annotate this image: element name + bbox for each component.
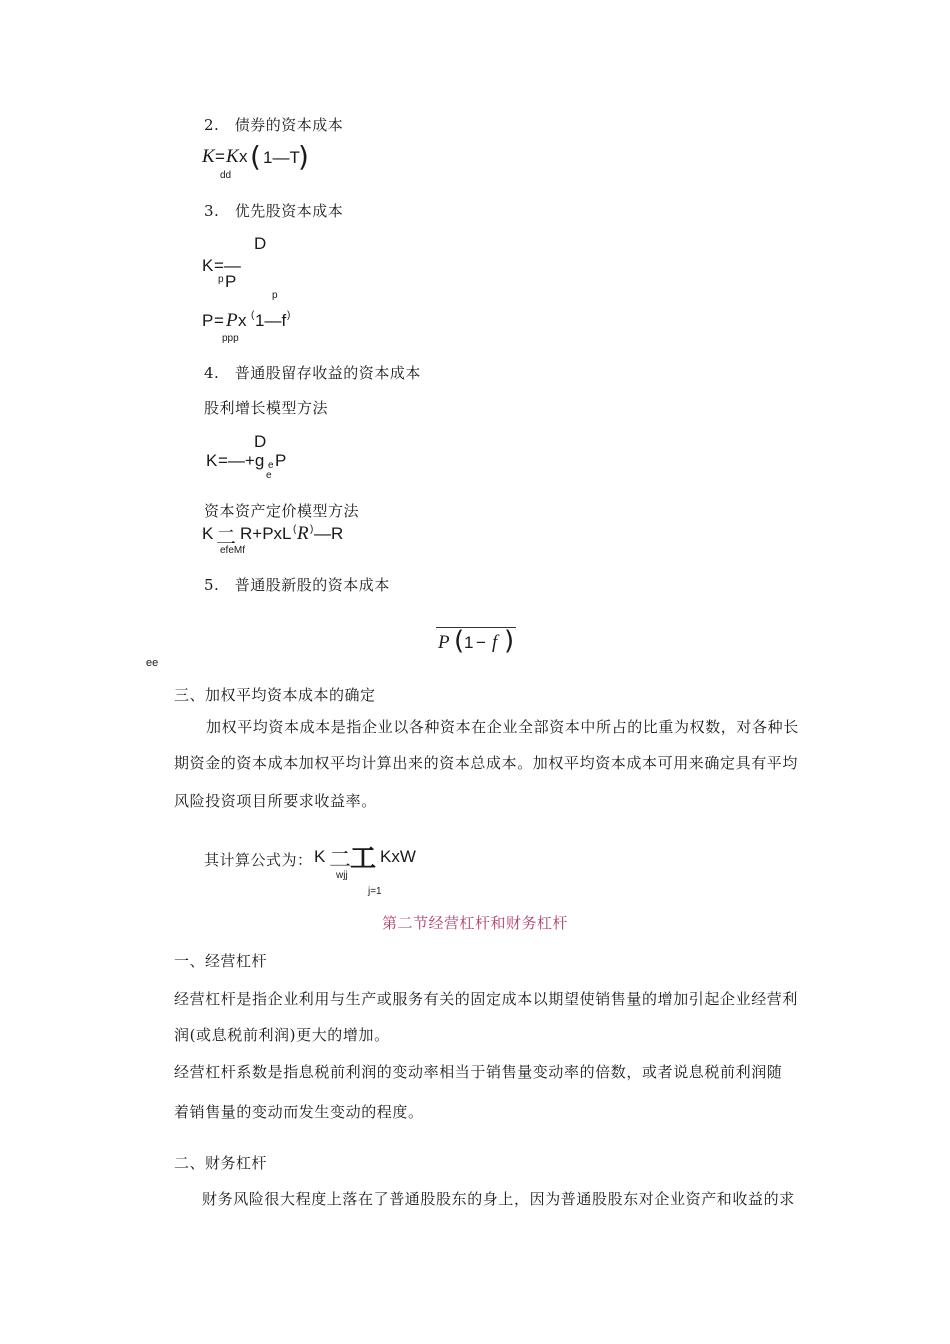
formula-k: K [202, 146, 215, 167]
bond-cost-formula [202, 140, 362, 184]
formula-superscript: ) [310, 524, 314, 535]
formula-rparen: ) [504, 626, 515, 656]
formula-equals: 二 [329, 848, 352, 873]
preferred-cost-formula [202, 234, 322, 304]
formula-numerator: D [254, 432, 267, 451]
formula-subscript: p [218, 274, 224, 285]
formula-p: P [438, 632, 450, 653]
growth-model-formula [206, 432, 326, 492]
formula-subscript: ee [146, 657, 159, 669]
formula-equals: = [215, 147, 225, 166]
formula-equals: =— [214, 256, 241, 275]
preferred-cost-heading: 3. 优先股资本成本 [204, 202, 344, 220]
issue-price-formula [202, 308, 322, 348]
operating-leverage-line: 润(或息税前利润)更大的增加。 [174, 1026, 390, 1044]
formula-equals: = [214, 311, 224, 330]
new-stock-formula-fragment [432, 624, 532, 664]
formula-k: K [206, 451, 218, 470]
growth-model-label: 股利增长模型方法 [204, 399, 329, 417]
formula-denominator: P [275, 451, 287, 470]
wacc-heading: 三、加权平均资本成本的确定 [174, 686, 376, 704]
summation-index: j=1 [368, 886, 382, 897]
wacc-formula [204, 842, 464, 898]
summation-icon: 工 [350, 844, 377, 874]
formula-numerator: D [254, 234, 267, 253]
financial-leverage-heading: 二、财务杠杆 [174, 1154, 268, 1172]
formula-k: K [226, 146, 239, 167]
capm-formula [202, 522, 362, 562]
formula-r: R [297, 523, 309, 544]
formula-body: KxW [380, 847, 416, 866]
formula-one: 1 [464, 633, 474, 652]
new-stock-cost-heading: 5. 普通股新股的资本成本 [204, 576, 390, 594]
formula-subscript: e [268, 460, 274, 471]
formula-k: K [314, 847, 326, 866]
formula-p: P [202, 311, 214, 330]
bond-cost-heading: 2. 债券的资本成本 [204, 116, 344, 134]
formula-times: x [239, 147, 248, 166]
formula-lparen: ( [454, 626, 465, 656]
formula-rparen: ) [298, 140, 309, 173]
operating-leverage-line: 经营杠杆是指企业利用与生产或服务有关的固定成本以期望使销售量的增加引起企业经营利 [174, 990, 799, 1008]
formula-superscript: ( [293, 524, 297, 535]
formula-body: R+PxL [240, 524, 292, 543]
formula-subscript: e [266, 470, 272, 481]
operating-leverage-coefficient-line: 经营杠杆系数是指息税前利润的变动率相当于销售量变动率的倍数，或者说息税前利润随 [174, 1063, 783, 1081]
wacc-paragraph-line: 风险投资项目所要求收益率。 [174, 792, 377, 810]
formula-k: K [202, 524, 214, 543]
formula-equals: 二 [216, 525, 236, 549]
retained-cost-heading: 4. 普通股留存收益的资本成本 [204, 364, 421, 382]
formula-superscript: ) [287, 310, 291, 321]
formula-superscript: ( [251, 310, 255, 321]
formula-subscript: efeMf [220, 545, 246, 556]
formula-denominator: P [225, 272, 237, 291]
formula-subscript: ppp [222, 333, 239, 344]
financial-leverage-line: 财务风险很大程度上落在了普通股股东的身上，因为普通股股东对企业资产和收益的求 [202, 1190, 795, 1208]
formula-subscript: wjj [336, 870, 348, 881]
formula-tail: —R [314, 524, 344, 543]
section-title: 第二节经营杠杆和财务杠杆 [382, 914, 569, 932]
formula-times: x [238, 311, 247, 330]
capm-label: 资本资产定价模型方法 [204, 502, 360, 520]
formula-label: 其计算公式为： [204, 851, 313, 869]
formula-rhs: =—+g [218, 451, 265, 470]
operating-leverage-heading: 一、经营杠杆 [174, 952, 268, 970]
formula-minus: − [476, 633, 486, 652]
formula-subscript: dd [220, 170, 232, 181]
formula-p: P [226, 310, 238, 331]
formula-body: 1—f [255, 311, 287, 330]
formula-subscript: p [272, 290, 278, 301]
formula-k: K [202, 256, 214, 275]
wacc-paragraph-line: 期资金的资本成本加权平均计算出来的资本总成本。加权平均资本成本可用来确定具有平均 [174, 754, 799, 772]
formula-lparen: ( [250, 140, 261, 173]
wacc-paragraph-line: 加权平均资本成本是指企业以各种资本在企业全部资本中所占的比重为权数，对各种长 [206, 718, 799, 736]
operating-leverage-coefficient-line: 着销售量的变动而发生变动的程度。 [174, 1103, 424, 1121]
formula-body: 1—T [263, 148, 300, 167]
formula-f: f [492, 632, 498, 653]
